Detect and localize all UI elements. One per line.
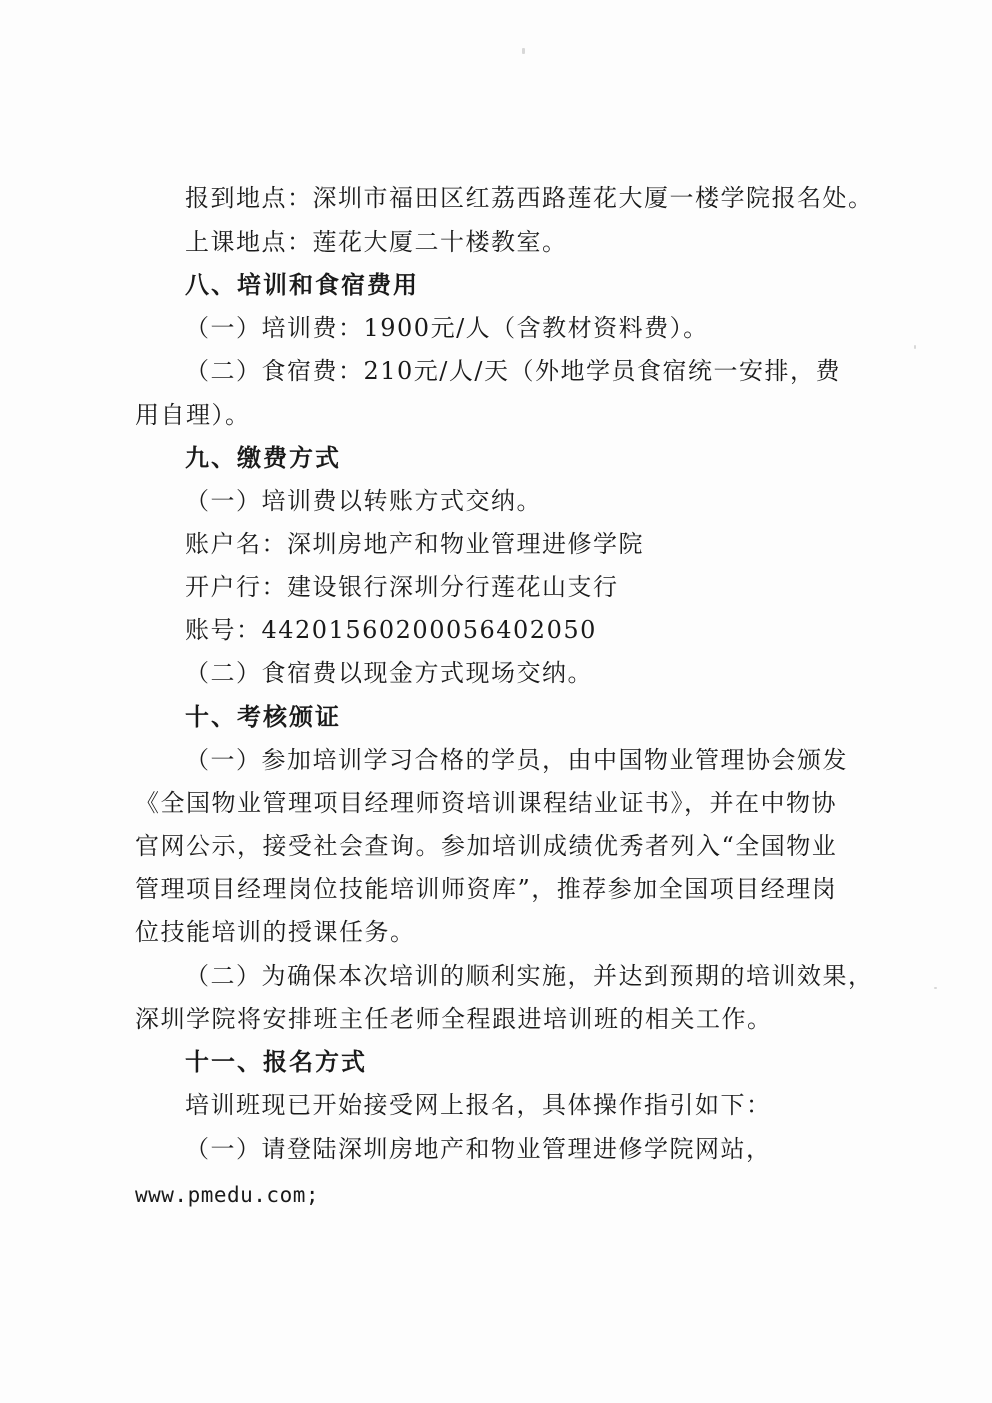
- report-location-line: 报到地点：深圳市福田区红荔西路莲花大厦一楼学院报名处。: [185, 184, 874, 212]
- certificate-para1-line1: （一）参加培训学习合格的学员，由中国物业管理协会颁发: [185, 746, 848, 774]
- scan-speck: [522, 48, 525, 54]
- certificate-para2-line1: （二）为确保本次培训的顺利实施，并达到预期的培训效果，: [185, 962, 874, 990]
- section-11-heading: 十一、报名方式: [185, 1048, 367, 1076]
- certificate-para1-line5: 位技能培训的授课任务。: [135, 918, 416, 946]
- account-name-line: 账户名：深圳房地产和物业管理进修学院: [185, 530, 644, 558]
- payment-transfer-line: （一）培训费以转账方式交纳。: [185, 487, 542, 515]
- scan-speck: [934, 987, 937, 989]
- lodging-fee-line-1: （二）食宿费：210元/人/天（外地学员食宿统一安排，费: [185, 357, 841, 385]
- certificate-para2-line2: 深圳学院将安排班主任老师全程跟进培训班的相关工作。: [135, 1005, 773, 1033]
- lodging-fee-line-2: 用自理）。: [135, 401, 251, 429]
- section-9-heading: 九、缴费方式: [185, 444, 341, 472]
- class-location-line: 上课地点：莲花大厦二十楼教室。: [185, 228, 568, 256]
- bank-line: 开户行：建设银行深圳分行莲花山支行: [185, 573, 619, 601]
- scan-speck: [914, 345, 916, 349]
- section-8-heading: 八、培训和食宿费用: [185, 271, 419, 299]
- section-10-heading: 十、考核颁证: [185, 703, 341, 731]
- payment-cash-line: （二）食宿费以现金方式现场交纳。: [185, 659, 593, 687]
- certificate-para1-line2: 《全国物业管理项目经理师资培训课程结业证书》，并在中物协: [135, 789, 837, 817]
- website-line: www.pmedu.com;: [135, 1183, 320, 1207]
- certificate-para1-line4: 管理项目经理岗位技能培训师资库”，推荐参加全国项目经理岗: [135, 875, 838, 903]
- certificate-para1-line3: 官网公示，接受社会查询。参加培训成绩优秀者列入“全国物业: [135, 832, 838, 860]
- account-number-line: 账号：44201560200056402050: [185, 616, 597, 644]
- registration-intro-line: 培训班现已开始接受网上报名，具体操作指引如下：: [185, 1091, 772, 1119]
- registration-step1-line: （一）请登陆深圳房地产和物业管理进修学院网站，: [185, 1135, 772, 1163]
- training-fee-line: （一）培训费：1900元/人（含教材资料费）。: [185, 314, 709, 342]
